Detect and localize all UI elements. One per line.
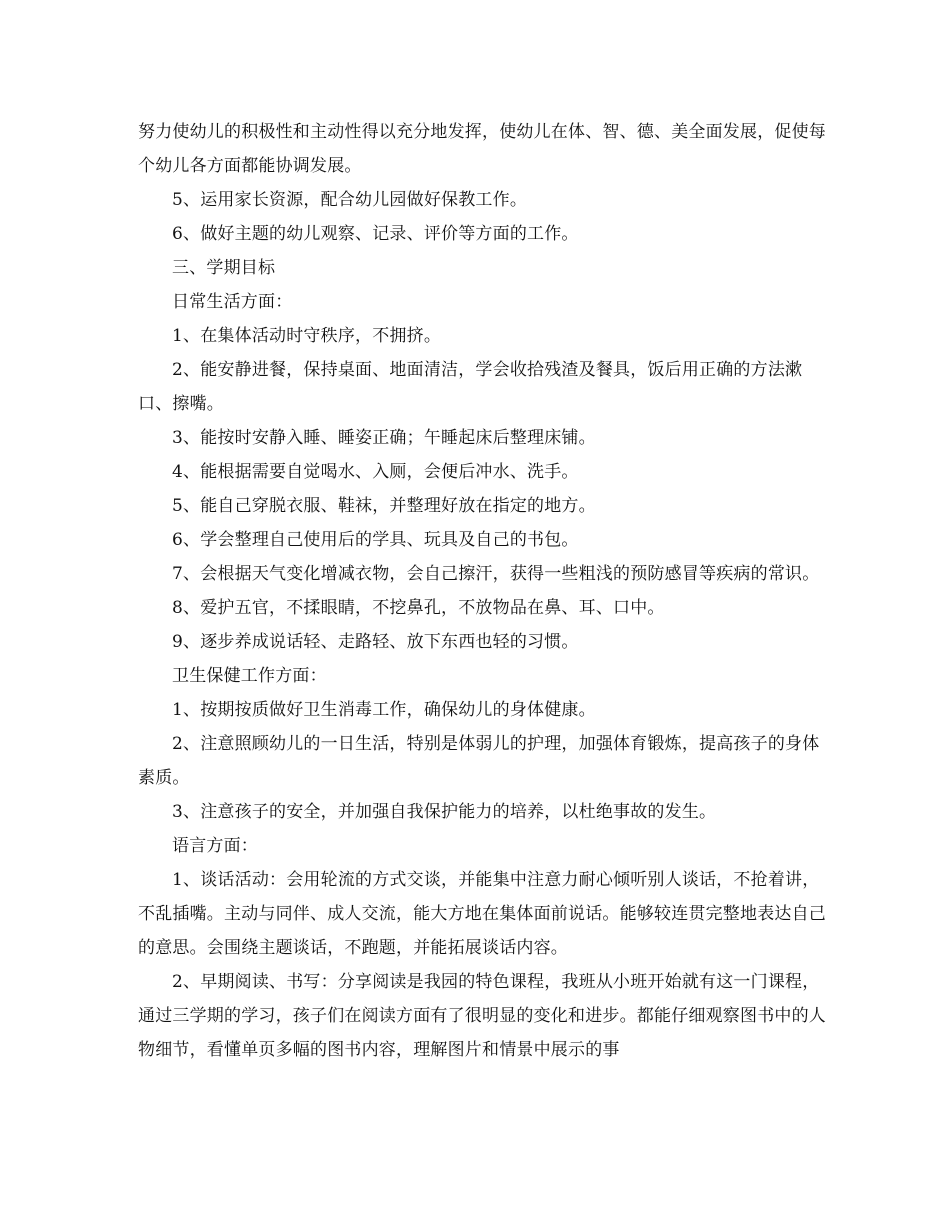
paragraph: 努力使幼儿的积极性和主动性得以充分地发挥，使幼儿在体、智、德、美全面发展，促使每个幼儿各方面都能协调发展。	[138, 122, 826, 176]
list-item: 9、逐步养成说话轻、走路轻、放下东西也轻的习惯。	[172, 632, 579, 652]
list-item: 8、爱护五官，不揉眼睛，不挖鼻孔，不放物品在鼻、耳、口中。	[172, 598, 665, 618]
list-item: 3、能按时安静入睡、睡姿正确；午睡起床后整理床铺。	[172, 428, 596, 448]
paragraph: 6、做好主题的幼儿观察、记录、评价等方面的工作。	[172, 224, 579, 244]
list-item: 2、注意照顾幼儿的一日生活，特别是体弱儿的护理，加强体育锻炼，提高孩子的身体素质。	[138, 734, 820, 788]
list-item: 1、按期按质做好卫生消毒工作，确保幼儿的身体健康。	[172, 700, 596, 720]
subsection-heading: 卫生保健工作方面：	[172, 666, 327, 686]
list-item: 5、能自己穿脱衣服、鞋袜，并整理好放在指定的地方。	[172, 496, 596, 516]
list-item: 2、能安静进餐，保持桌面、地面清洁，学会收拾残渣及餐具，饭后用正确的方法漱口、擦嘴。	[138, 360, 803, 414]
list-item: 3、注意孩子的安全，并加强自我保护能力的培养，以杜绝事故的发生。	[172, 802, 717, 822]
list-item: 7、会根据天气变化增减衣物，会自己擦汗，获得一些粗浅的预防感冒等疾病的常识。	[172, 564, 820, 584]
paragraph: 5、运用家长资源，配合幼儿园做好保教工作。	[172, 190, 528, 210]
list-item: 1、在集体活动时守秩序，不拥挤。	[172, 326, 442, 346]
list-item: 1、谈话活动：会用轮流的方式交谈，并能集中注意力耐心倾听别人谈话，不抢着讲，不乱插嘴。主动与同伴、成人交流，能大方地在集体面前说话。能够较连贯完整地表达自己的意思。会围绕主题谈话，不跑题，并能拓展谈话内容。	[138, 870, 826, 958]
list-item: 2、早期阅读、书写：分享阅读是我园的特色课程，我班从小班开始就有这一门课程，通过三学期的学习，孩子们在阅读方面有了很明显的变化和进步。都能仔细观察图书中的人物细节，看懂单页多幅的图书内容，理解图片和情景中展示的事	[138, 972, 826, 1060]
subsection-heading: 日常生活方面：	[172, 292, 293, 312]
list-item: 4、能根据需要自觉喝水、入厕，会便后冲水、洗手。	[172, 462, 579, 482]
subsection-heading: 语言方面：	[172, 836, 258, 856]
list-item: 6、学会整理自己使用后的学具、玩具及自己的书包。	[172, 530, 579, 550]
section-heading: 三、学期目标	[172, 258, 276, 278]
